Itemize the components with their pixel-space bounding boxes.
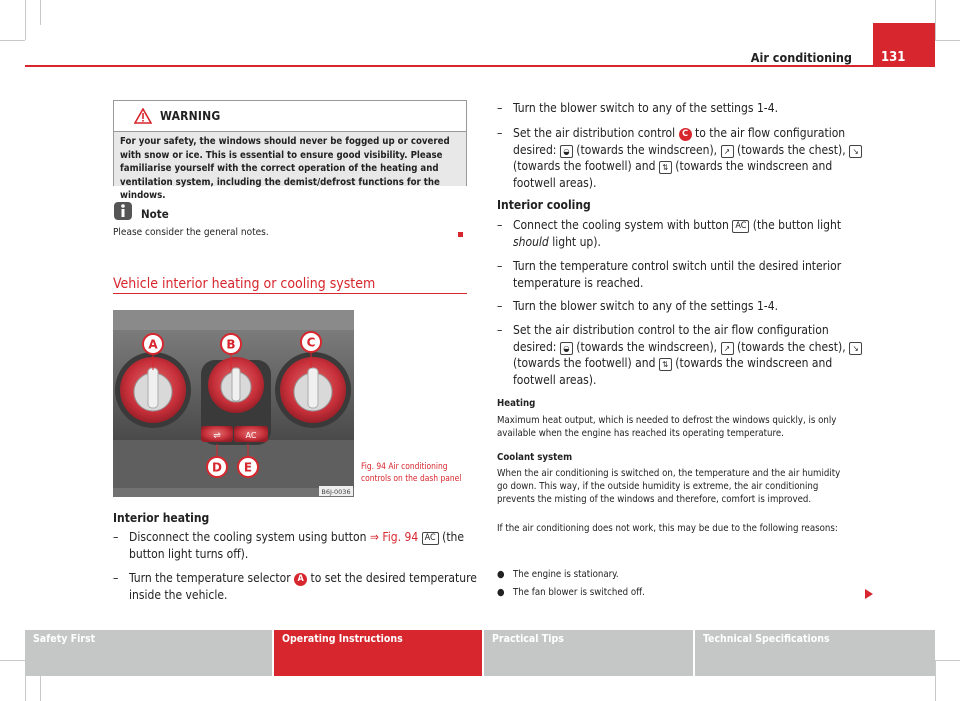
recirc-symbol: ⇌ bbox=[213, 431, 221, 441]
crop-mark bbox=[935, 660, 960, 661]
callout-b bbox=[221, 334, 241, 354]
warning-box bbox=[113, 100, 467, 202]
chest-icon: ↗ bbox=[721, 342, 734, 355]
tab-operating-instructions[interactable]: Operating Instructions bbox=[274, 630, 482, 676]
ac-key: AC bbox=[732, 220, 749, 233]
interior-heating-title: Interior heating bbox=[113, 511, 210, 525]
coolant-text: When the air conditioning is switched on, the temperature and the air humidity go down. This way, if the outside humidity is extreme, the air conditioning prevents the misting of the windows and therefore, comfort is improved. bbox=[497, 468, 841, 505]
crop-mark bbox=[25, 0, 26, 40]
end-mark bbox=[458, 232, 463, 237]
list-item: – Turn the temperature control switch until the desired interior temperature is reached. bbox=[497, 259, 842, 290]
marker-c: C bbox=[679, 128, 692, 141]
ac-button-label: AC bbox=[245, 431, 257, 440]
callout-c bbox=[301, 332, 321, 352]
marker-a: A bbox=[294, 573, 307, 586]
list-item: – Turn the blower switch to any of the settings 1-4. bbox=[497, 101, 778, 115]
heating-text: Maximum heat output, which is needed to defrost the windows quickly, is only available when the engine has reached its operating temperature. bbox=[497, 415, 837, 439]
page-number: 131 bbox=[873, 23, 935, 67]
note-text: Please consider the general notes. bbox=[113, 227, 269, 238]
chest-icon: ↗ bbox=[721, 145, 734, 158]
svg-text:C: C bbox=[306, 335, 316, 350]
list-item: – Disconnect the cooling system using button ⇒ Fig. 94 AC (the button light turns off). bbox=[113, 530, 465, 561]
note-title: Note bbox=[141, 207, 169, 221]
list-item: – Turn the blower switch to any of the settings 1-4. bbox=[497, 299, 778, 313]
svg-text:A: A bbox=[148, 337, 158, 352]
ac-controls-figure bbox=[113, 310, 354, 497]
tab-safety-first[interactable]: Safety First bbox=[25, 630, 272, 676]
tab-practical-tips[interactable]: Practical Tips bbox=[484, 630, 693, 676]
list-item: – Set the air distribution control to the air flow configuration desired: ◒ (towards the windscreen), ↗ (towards the chest), ↘ (towards the footwell) and ⇅ (towards the windscreen and footwell areas). bbox=[497, 322, 873, 388]
footwell-icon: ↘ bbox=[849, 145, 862, 158]
not-working-text: If the air conditioning does not work, this may be due to the following reasons: bbox=[497, 523, 838, 534]
windscreen-icon: ◒ bbox=[560, 342, 573, 355]
note-header bbox=[113, 201, 169, 221]
list-item: – Connect the cooling system with button AC (the button light should light up). bbox=[497, 218, 842, 249]
knob-b bbox=[201, 357, 271, 445]
crop-mark bbox=[40, 676, 41, 701]
windscreen-icon: ◒ bbox=[560, 145, 573, 158]
continue-arrow-icon bbox=[865, 589, 873, 599]
figure-code: B6J-0036 bbox=[321, 488, 351, 496]
ac-key: AC bbox=[422, 532, 439, 545]
warning-icon bbox=[134, 108, 152, 124]
knob-c bbox=[275, 352, 351, 428]
warning-text: For your safety, the windows should never be fogged up or covered with snow or ice. This is essential to ensure good visibility. Please familiarise yourself with the correct operation of the heating and ventilation system, including the demist/defrost functions for the windows. bbox=[114, 132, 466, 186]
section-rule bbox=[113, 293, 467, 294]
figure-link[interactable]: ⇒ Fig. 94 bbox=[369, 530, 419, 544]
callout-a bbox=[143, 334, 163, 354]
crop-mark bbox=[935, 40, 960, 41]
crop-mark bbox=[0, 40, 25, 41]
heating-title: Heating bbox=[497, 398, 536, 409]
section-title: Vehicle interior heating or cooling system bbox=[113, 276, 376, 292]
list-item: – Set the air distribution control C to the air flow configuration desired: ◒ (towards the windscreen), ↗ (towards the chest), ↘ (towards the footwell) and ⇅ (towards the windscreen and footwell areas). bbox=[497, 125, 873, 191]
crop-mark bbox=[935, 660, 936, 701]
interior-cooling-title: Interior cooling bbox=[497, 198, 591, 212]
svg-text:E: E bbox=[243, 460, 253, 475]
list-item: ● The engine is stationary. bbox=[497, 569, 619, 580]
svg-text:D: D bbox=[212, 460, 222, 475]
footwell-icon: ↘ bbox=[849, 342, 862, 355]
warning-title: WARNING bbox=[160, 109, 221, 123]
list-item: ● The fan blower is switched off. bbox=[497, 587, 645, 598]
warning-header bbox=[114, 101, 466, 132]
svg-text:B: B bbox=[226, 337, 236, 352]
crop-mark bbox=[40, 0, 41, 25]
windscreen-footwell-icon: ⇅ bbox=[659, 358, 672, 371]
list-item: – Turn the temperature selector A to set the desired temperature inside the vehicle. bbox=[113, 571, 477, 602]
header-rule bbox=[25, 65, 935, 67]
crop-mark bbox=[935, 0, 936, 40]
figure-caption: Fig. 94 Air conditioning controls on the dash panel bbox=[361, 461, 462, 483]
callout-d bbox=[207, 457, 227, 477]
tab-technical-specifications[interactable]: Technical Specifications bbox=[695, 630, 935, 676]
coolant-title: Coolant system bbox=[497, 452, 573, 463]
callout-e bbox=[238, 457, 258, 477]
running-header: Air conditioning bbox=[750, 50, 852, 65]
windscreen-footwell-icon: ⇅ bbox=[659, 161, 672, 174]
crop-mark bbox=[0, 660, 25, 661]
info-icon bbox=[113, 201, 133, 221]
